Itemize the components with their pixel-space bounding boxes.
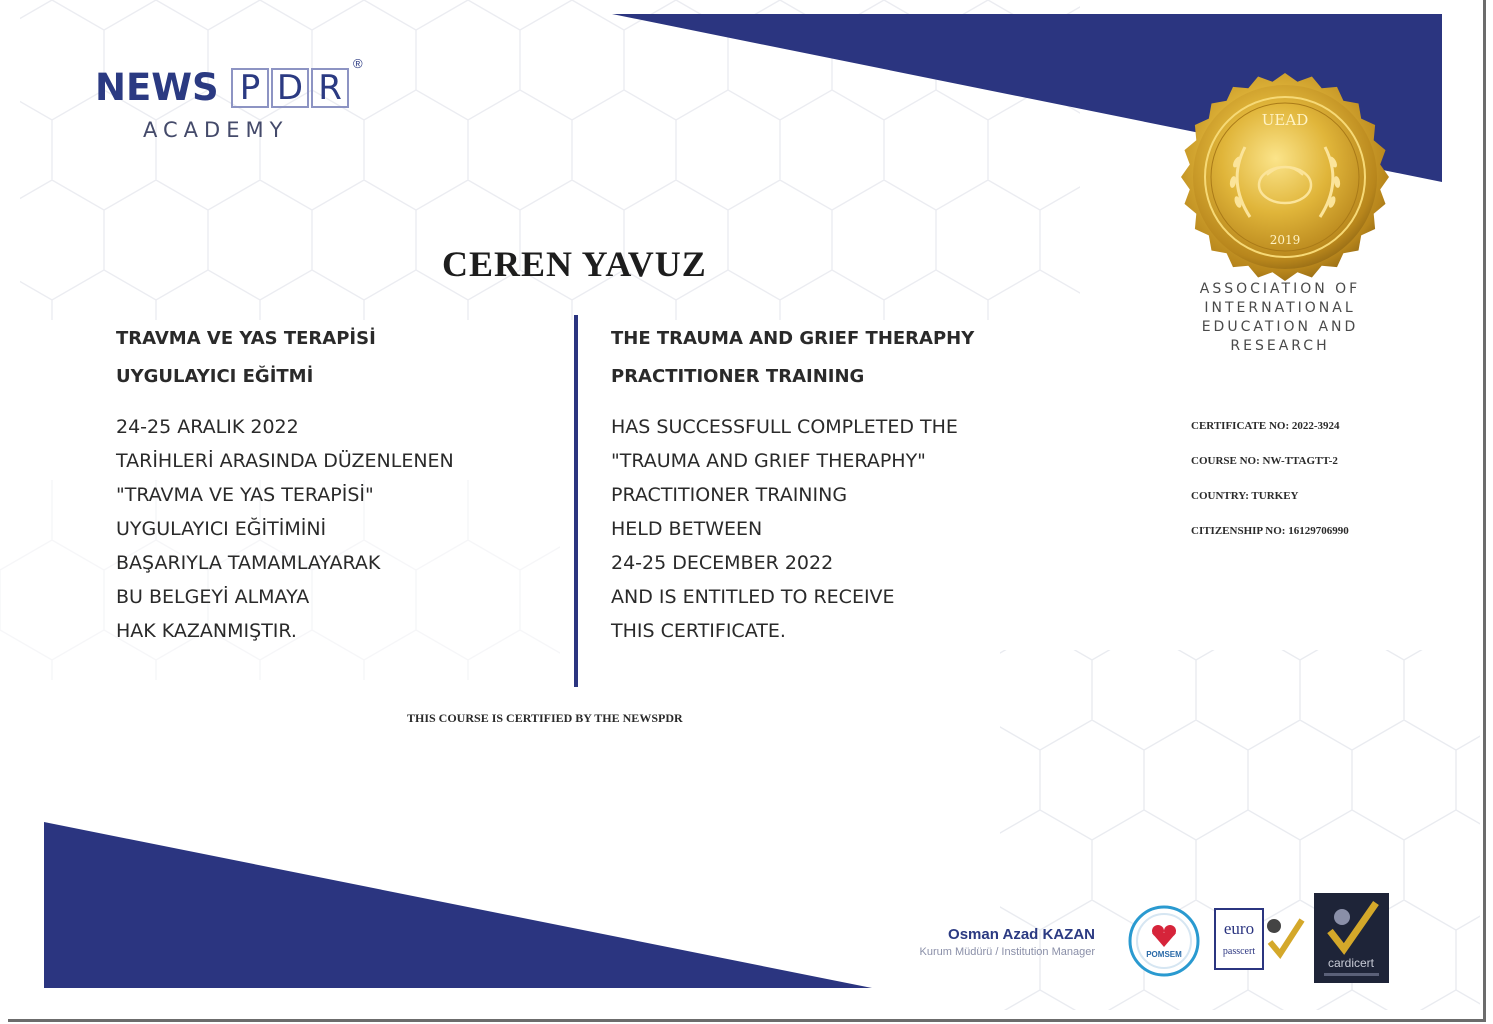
logo-news-text: NEWS — [95, 66, 219, 109]
turkish-body — [116, 410, 454, 648]
association-line: INTERNATIONAL — [1204, 300, 1356, 316]
euro-badge-text: euro — [1223, 919, 1255, 938]
association-line: RESEARCH — [1230, 338, 1330, 354]
europasscert-badge-icon — [1214, 908, 1306, 970]
column-divider — [574, 315, 578, 687]
body-line: "TRAUMA AND GRIEF THERAPHY" — [611, 450, 926, 472]
seal-top-text: UEAD — [1261, 111, 1309, 129]
newspdr-academy-logo — [95, 58, 375, 153]
certified-by-statement: THIS COURSE IS CERTIFIED BY THE NEWSPDR — [407, 711, 683, 725]
logo-pdr-letter: R — [311, 68, 349, 108]
gold-seal-icon — [1175, 67, 1395, 287]
body-line: HELD BETWEEN — [611, 518, 763, 540]
country: COUNTRY: TURKEY — [1191, 490, 1299, 502]
pomsem-badge-icon — [1127, 904, 1201, 978]
turkish-text-column — [116, 320, 454, 648]
signatory-name: Osman Azad KAZAN — [948, 926, 1095, 943]
body-line: "TRAVMA VE YAS TERAPİSİ" — [116, 484, 374, 506]
pomsem-badge-text: POMSEM — [1146, 950, 1182, 959]
signature-block — [870, 926, 1095, 958]
certificate-info — [1191, 420, 1349, 560]
body-line: THIS CERTIFICATE. — [611, 620, 786, 642]
body-line: BU BELGEYİ ALMAYA — [116, 586, 310, 608]
heading-line: THE TRAUMA AND GRIEF THERAPHY — [611, 328, 975, 349]
recipient-name: CEREN YAVUZ — [442, 244, 707, 284]
body-line: HAK KAZANMIŞTIR. — [116, 620, 297, 642]
turkish-heading — [116, 320, 454, 396]
english-text-column — [611, 320, 974, 648]
body-line: TARİHLERİ ARASINDA DÜZENLENEN — [116, 450, 454, 472]
passcert-badge-text: passcert — [1222, 946, 1256, 957]
logo-pdr-letter: P — [231, 68, 269, 108]
logo-academy-text: ACADEMY — [143, 118, 289, 142]
heading-line: PRACTITIONER TRAINING — [611, 366, 865, 387]
body-line: 24-25 ARALIK 2022 — [116, 416, 299, 438]
cardicert-badge-icon — [1314, 893, 1389, 983]
body-line: BAŞARIYLA TAMAMLAYARAK — [116, 552, 381, 574]
course-number: COURSE NO: NW-TTAGTT-2 — [1191, 455, 1338, 467]
certificate-number: CERTIFICATE NO: 2022-3924 — [1191, 420, 1340, 432]
heading-line: TRAVMA VE YAS TERAPİSİ — [116, 328, 376, 349]
signatory-role: Kurum Müdürü / Institution Manager — [919, 946, 1095, 958]
logo-pdr-letter: D — [271, 68, 309, 108]
registered-mark: ® — [353, 56, 363, 71]
body-line: AND IS ENTITLED TO RECEIVE — [611, 586, 895, 608]
body-line: 24-25 DECEMBER 2022 — [611, 552, 834, 574]
association-line: EDUCATION AND — [1201, 319, 1359, 335]
english-heading — [611, 320, 974, 396]
heading-line: UYGULAYICI EĞİTMİ — [116, 366, 314, 387]
association-name — [1180, 280, 1380, 356]
logo-pdr-boxes — [231, 68, 351, 108]
cardicert-badge-text: cardicert — [1327, 956, 1375, 970]
english-body — [611, 410, 974, 648]
body-line: PRACTITIONER TRAINING — [611, 484, 848, 506]
association-line: ASSOCIATION OF — [1199, 281, 1361, 297]
body-line: UYGULAYICI EĞİTİMİNİ — [116, 518, 327, 540]
citizenship-number: CITIZENSHIP NO: 16129706990 — [1191, 525, 1349, 537]
body-line: HAS SUCCESSFULL COMPLETED THE — [611, 416, 958, 438]
seal-year-text: 2019 — [1269, 233, 1301, 247]
